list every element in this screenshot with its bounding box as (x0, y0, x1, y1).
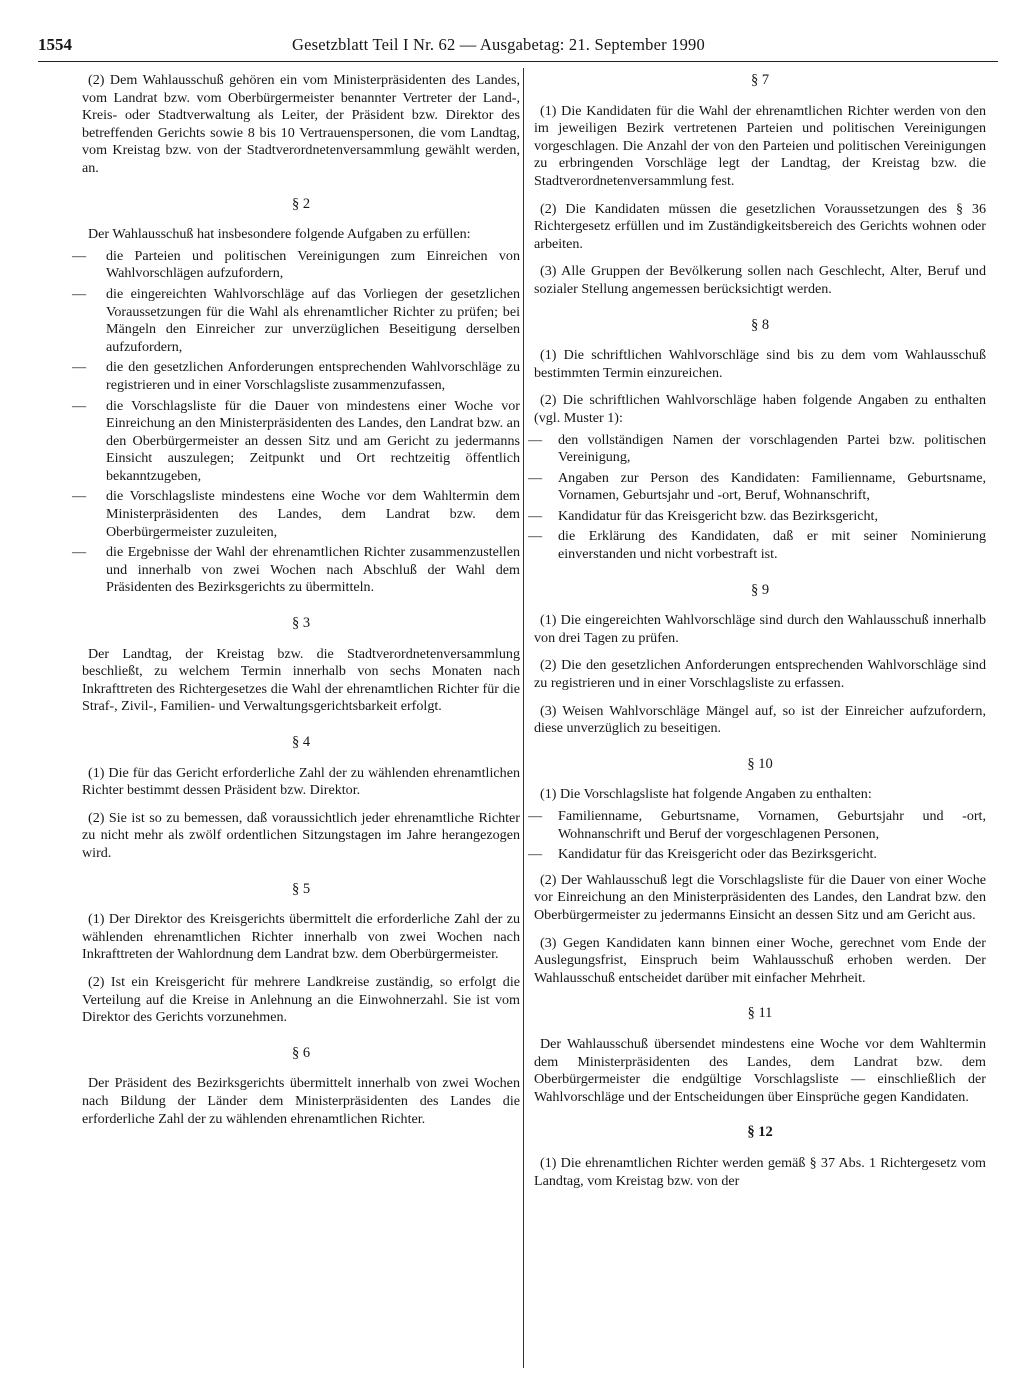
list-item: — die eingereichten Wahlvorschläge auf das Vorliegen der gesetzlichen Voraussetzungen für die Wahl als ehrenamtlicher Richter zu prüfen; bei Mängeln den Einreicher zur unverzüglichen Beseitigung derselben aufzufordern, (82, 286, 520, 356)
section-heading-11: § 11 (747, 1005, 773, 1022)
list-item: — Kandidatur für das Kreisgericht oder das Bezirksgericht. (534, 846, 986, 864)
list-item: — die den gesetzlichen Anforderungen entsprechenden Wahlvorschläge zu registrieren und in einer Vorschlagsliste zusammenzufassen, (82, 359, 520, 394)
list-item: — die Ergebnisse der Wahl der ehrenamtlichen Richter zusammenzustellen und innerhalb von zwei Wochen nach Abschluß der Wahl dem Präsidenten des Bezirksgerichts zu übermitteln. (82, 544, 520, 597)
section-10-paragraph-3: (3) Gegen Kandidaten kann binnen einer Woche, gerechnet vom Ende der Auslegungsfrist, Einspruch beim Wahlausschuß erhoben werden. Der Wahlausschuß entscheidet darüber mit einfacher Mehrheit. (534, 934, 986, 986)
section-heading-2: § 2 (291, 195, 311, 212)
section-9-paragraph-3: (3) Weisen Wahlvorschläge Mängel auf, so ist der Einreicher aufzufordern, diese unverzüglich zu beseitigen. (534, 702, 986, 737)
left-column (82, 72, 520, 1138)
section-heading-9: § 9 (750, 581, 770, 598)
section-11-text: Der Wahlausschuß übersendet mindestens eine Woche vor dem Wahltermin dem Ministerpräsidenten des Landes, dem Landrat bzw. dem Oberbürgermeister die endgültige Vorschlagsliste — einschließlich der Wahlvorschläge und der Entscheidungen über Einsprüche gegen Kandidaten. (534, 1035, 986, 1105)
section-6-text: Der Präsident des Bezirksgerichts übermittelt innerhalb von zwei Wochen nach Bildung der Länder dem Ministerpräsidenten des Landes die erforderliche Zahl der zu wählenden ehrenamtlichen Richter. (82, 1075, 520, 1127)
section-8-paragraph-2: (2) Die schriftlichen Wahlvorschläge haben folgende Angaben zu enthalten (vgl. Muster 1): (534, 392, 986, 426)
list-item: — die Vorschlagsliste mindestens eine Woche vor dem Wahltermin dem Ministerpräsidenten des Landes, dem Landrat bzw. dem Oberbürgermeister zuzuleiten, (82, 488, 520, 541)
section-5-paragraph-2: (2) Ist ein Kreisgericht für mehrere Landkreise zuständig, so erfolgt die Verteilung auf die Kreise in Anlehnung an die Einwohnerzahl. Sie ist vom Direktor des Gerichts vorzunehmen. (82, 973, 520, 1026)
section-9-paragraph-1: (1) Die eingereichten Wahlvorschläge sind durch den Wahlausschuß innerhalb von drei Tagen zu prüfen. (534, 612, 986, 646)
right-column (534, 72, 986, 1200)
section-10-paragraph-1: (1) Die Vorschlagsliste hat folgende Angaben zu enthalten: (540, 786, 872, 803)
header-rule (38, 61, 998, 62)
section-heading-7: § 7 (750, 72, 770, 88)
list-item: — den vollständigen Namen der vorschlagenden Partei bzw. politischen Vereinigung, (534, 432, 986, 467)
list-item: — Angaben zur Person des Kandidaten: Familienname, Geburtsname, Vornamen, Geburtsjahr und -ort, Beruf, Wohnanschrift, (534, 470, 986, 505)
section-7-paragraph-1: (1) Die Kandidaten für die Wahl der ehrenamtlichen Richter werden von den im jeweiligen Bezirk vertretenen Parteien und politischen Vereinigungen vorgeschlagen. Die Anzahl der von den Parteien und politischen Vereinigungen zu erbringenden Vorschläge legt der Landtag, der Kreistag bzw. die Stadtverordnetenversammlung fest. (534, 102, 986, 189)
page-header (38, 33, 998, 59)
section-2-intro: Der Wahlausschuß hat insbesondere folgende Aufgaben zu erfüllen: (88, 226, 471, 243)
section-heading-12: § 12 (747, 1124, 773, 1141)
section-2-list (82, 248, 520, 597)
list-item: — Kandidatur für das Kreisgericht bzw. das Bezirksgericht, (534, 508, 986, 526)
section-heading-3: § 3 (291, 615, 311, 632)
gazette-title: Gesetzblatt Teil I Nr. 62 — Ausgabetag: 21. September 1990 (292, 35, 705, 54)
section-heading-10: § 10 (747, 755, 773, 772)
list-item: — die Parteien und politischen Vereinigungen zum Einreichen von Wahlvorschlägen aufzufordern, (82, 248, 520, 283)
section-12-paragraph-1: (1) Die ehrenamtlichen Richter werden gemäß § 37 Abs. 1 Richtergesetz vom Landtag, vom Kreistag bzw. von der (534, 1154, 986, 1189)
section-heading-6: § 6 (291, 1044, 311, 1061)
section-7-paragraph-2: (2) Die Kandidaten müssen die gesetzlichen Voraussetzungen des § 36 Richtergesetz erfüllen und im Zuständigkeitsbereich des Gerichts wohnen oder arbeiten. (534, 200, 986, 252)
section-heading-8: § 8 (750, 316, 770, 333)
section-10-list (534, 808, 986, 864)
list-item: — die Erklärung des Kandidaten, daß er mit seiner Nominierung einverstanden und nicht vorbestraft ist. (534, 528, 986, 563)
section-7-paragraph-3: (3) Alle Gruppen der Bevölkerung sollen nach Geschlecht, Alter, Beruf und sozialer Stellung angemessen berücksichtigt werden. (534, 263, 986, 297)
section-4-paragraph-1: (1) Die für das Gericht erforderliche Zahl der zu wählenden ehrenamtlichen Richter bestimmt dessen Präsident bzw. Direktor. (82, 764, 520, 799)
section-8-list (534, 432, 986, 564)
column-divider (523, 68, 524, 1368)
section-heading-4: § 4 (291, 734, 311, 750)
section-8-paragraph-1: (1) Die schriftlichen Wahlvorschläge sind bis zu dem vom Wahlausschuß bestimmten Termin einzureichen. (534, 347, 986, 381)
section-5-paragraph-1: (1) Der Direktor des Kreisgerichts übermittelt die erforderliche Zahl der zu wählenden ehrenamtlichen Richter innerhalb von zwei Wochen nach Inkrafttreten der Wahlordnung dem Landrat bzw. dem Oberbürgermeister. (82, 911, 520, 963)
page-number: 1554 (38, 35, 72, 54)
list-item: — die Vorschlagsliste für die Dauer von mindestens einer Woche vor Einreichung an den Ministerpräsidenten des Landes, den Landrat bzw. an den Oberbürgermeister an dessen Sitz und am Gericht zu jedermanns Einsicht auszulegen; Zeitpunkt und Ort rechtzeitig öffentlich bekanntzugeben, (82, 398, 520, 486)
list-item: — Familienname, Geburtsname, Vornamen, Geburtsjahr und -ort, Wohnanschrift und Beruf der vorgeschlagenen Personen, (534, 808, 986, 843)
section-3-text: Der Landtag, der Kreistag bzw. die Stadtverordnetenversammlung beschließt, zu welchem Termin innerhalb von sechs Monaten nach Inkrafttreten des Richtergesetzes die Wahl der ehrenamtlichen Richter für die Straf-, Zivil-, Familien- und Verwaltungsgerichtsbarkeit erfolgt. (82, 645, 520, 715)
section-heading-5: § 5 (291, 880, 311, 897)
paragraph-1-2: (2) Dem Wahlausschuß gehören ein vom Ministerpräsidenten des Landes, vom Landrat bzw. vom Oberbürgermeister benannter Vertreter der Land-, Kreis- oder Stadtverwaltung als Leiter, der Präsident bzw. Direktor des betreffenden Gerichts sowie 8 bis 10 Vertrauenspersonen, die vom Landtag, vom Kreistag bzw. von der Stadtverordnetenversammlung gewählt werden, an. (82, 72, 520, 176)
section-9-paragraph-2: (2) Die den gesetzlichen Anforderungen entsprechenden Wahlvorschläge sind zu registrieren und in einer Vorschlagsliste zu erfassen. (534, 657, 986, 692)
section-10-paragraph-2: (2) Der Wahlausschuß legt die Vorschlagsliste für die Dauer von einer Woche vor Einreichung an den Ministerpräsidenten des Landes, den Landrat bzw. den Oberbürgermeister zu jedermanns Einsicht an dessen Sitz und am Gericht aus. (534, 871, 986, 923)
section-4-paragraph-2: (2) Sie ist so zu bemessen, daß voraussichtlich jeder ehrenamtliche Richter zu nicht mehr als zwölf ordentlichen Sitzungstagen im Jahre herangezogen wird. (82, 809, 520, 861)
